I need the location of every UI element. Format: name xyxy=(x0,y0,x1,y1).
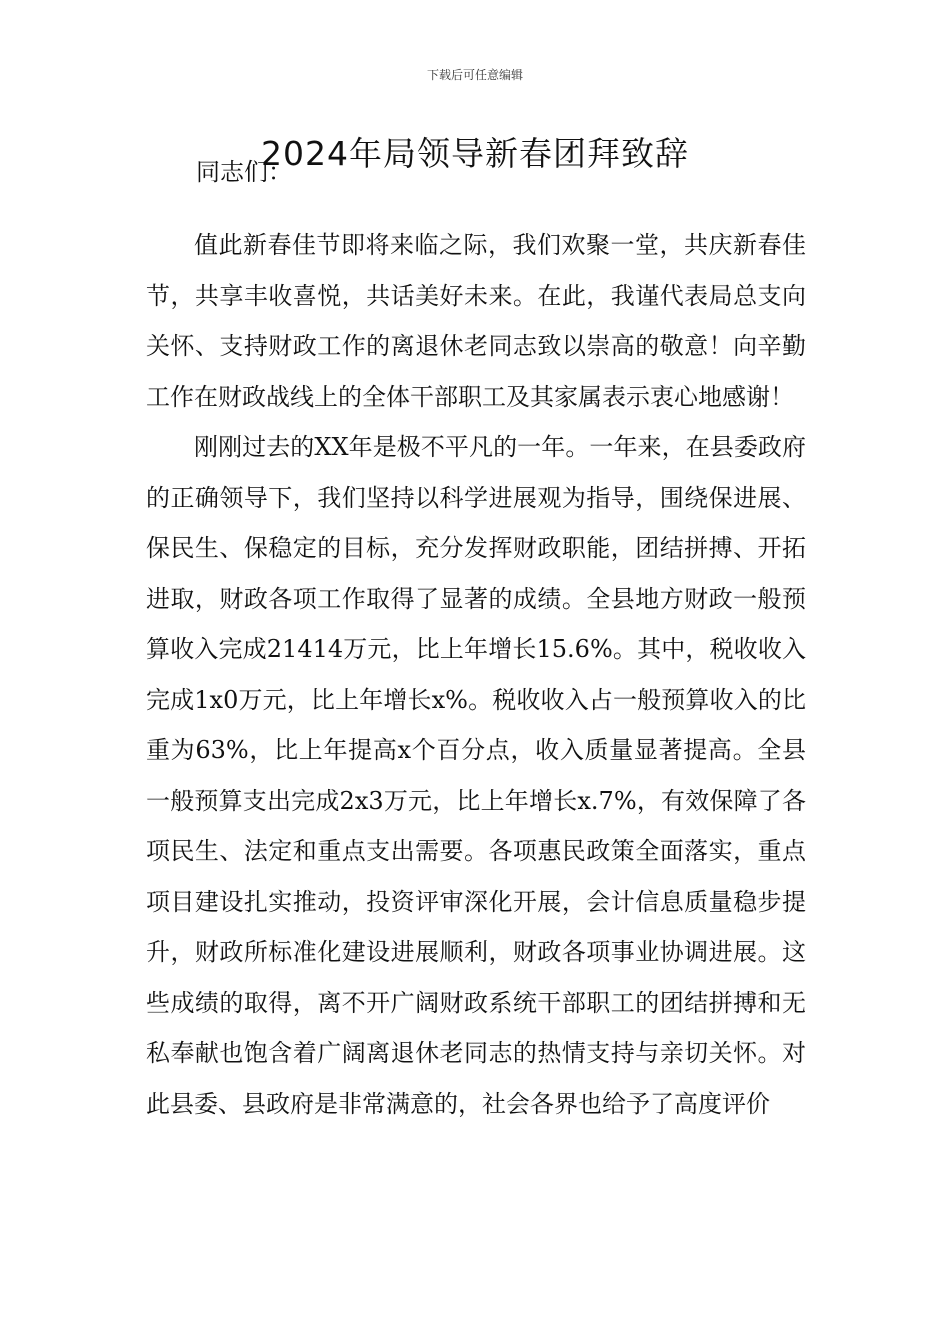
paragraph-1: 值此新春佳节即将来临之际，我们欢聚一堂，共庆新春佳节，共享丰收喜悦，共话美好未来。在此，我谨代表局总支向关怀、支持财政工作的离退休老同志致以崇高的敬意！向辛勤工作在财政战线上的全体干部职工及其家属表示衷心地感谢！ xyxy=(146,231,806,411)
salutation: 同志们： xyxy=(196,158,292,186)
document-title: 2024年局领导新春团拜致辞 xyxy=(261,134,689,173)
paragraph-2: 刚刚过去的XX年是极不平凡的一年。一年来，在县委政府的正确领导下，我们坚持以科学进展观为指导，围绕保进展、保民生、保稳定的目标，充分发挥财政职能，团结拼搏、开拓进取，财政各项工作取得了显著的成绩。全县地方财政一般预算收入完成21414万元，比上年增长15.6%。其中，税收收入完成1x0万元，比上年增长x%。税收收入占一般预算收入的比重为63%，比上年提高x个百分点，收入质量显著提高。全县一般预算支出完成2x3万元，比上年增长x.7%，有效保障了各项民生、法定和重点支出需要。各项惠民政策全面落实，重点项目建设扎实推动，投资评审深化开展，会计信息质量稳步提升，财政所标准化建设进展顺利，财政各项事业协调进展。这些成绩的取得，离不开广阔财政系统干部职工的团结拼搏和无私奉献也饱含着广阔离退休老同志的热情支持与亲切关怀。对此县委、县政府是非常满意的，社会各界也给予了高度评价 xyxy=(146,433,806,1118)
header-note: 下载后可任意编辑 xyxy=(426,68,523,82)
document-body xyxy=(146,220,806,1129)
